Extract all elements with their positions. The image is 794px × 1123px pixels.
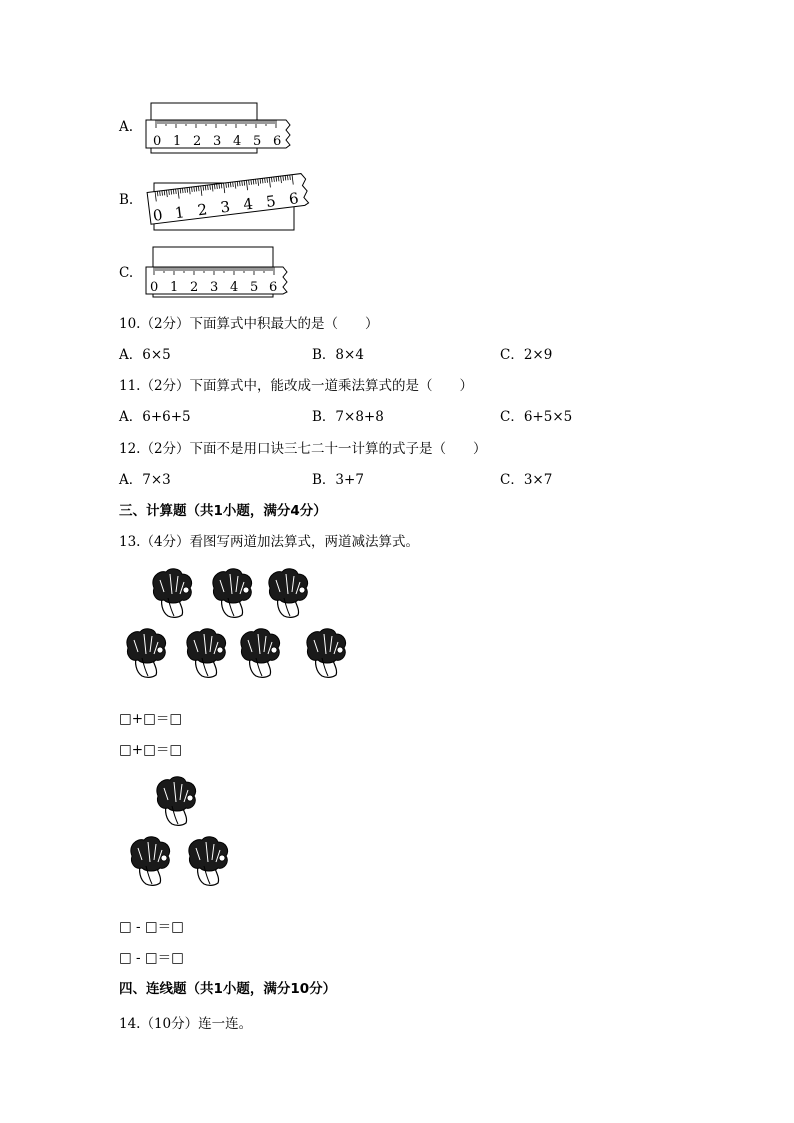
q14-stem: 14.（10分）连一连。 <box>119 1016 253 1032</box>
q12-option-a: A．7×3 <box>119 472 171 488</box>
q13-stem: 13.（4分）看图写两道加法算式，两道减法算式。 <box>119 534 420 550</box>
ruler-c-tick-2: 2 <box>190 280 199 295</box>
ruler-a-tick-0: 0 <box>153 134 162 149</box>
section-4-title: 四、连线题（共1小题，满分10分） <box>119 981 337 997</box>
vegetable-group-subtraction <box>118 770 248 895</box>
ruler-a-tick-6: 6 <box>273 134 282 149</box>
q11-stem: 11.（2分）下面算式中，能改成一道乘法算式的是（ ） <box>119 378 474 394</box>
ruler-figure-c <box>145 245 295 300</box>
q12-option-c: C．3×7 <box>500 472 553 488</box>
option-b-label: B. <box>119 192 134 208</box>
q11-option-a: A．6+6+5 <box>119 409 191 425</box>
section-3-title: 三、计算题（共1小题，满分4分） <box>119 503 327 519</box>
q10-stem: 10.（2分）下面算式中积最大的是（ ） <box>119 316 379 332</box>
ruler-c-tick-5: 5 <box>250 280 259 295</box>
option-a-label: A. <box>119 119 134 135</box>
ruler-c-tick-6: 6 <box>269 280 278 295</box>
ruler-a-tick-1: 1 <box>173 134 182 149</box>
ruler-a-tick-3: 3 <box>213 134 222 149</box>
ruler-c-tick-4: 4 <box>230 280 239 295</box>
q10-option-a: A．6×5 <box>119 347 171 363</box>
ruler-a-tick-4: 4 <box>233 134 242 149</box>
ruler-b-tick-0: 0 <box>151 205 164 225</box>
q13-subtraction-equation-2[interactable]: □ - □＝□ <box>119 950 184 966</box>
ruler-a-tick-2: 2 <box>193 134 202 149</box>
option-c-label: C. <box>119 265 134 281</box>
q10-option-c: C．2×9 <box>500 347 553 363</box>
q10-option-b: B．8×4 <box>312 347 364 363</box>
ruler-b-tick-6: 6 <box>287 189 300 209</box>
ruler-b-tick-1: 1 <box>173 203 186 223</box>
ruler-c-tick-0: 0 <box>150 280 159 295</box>
q11-option-c: C．6+5×5 <box>500 409 573 425</box>
q12-option-b: B．3+7 <box>312 472 364 488</box>
ruler-figure-a <box>145 100 295 156</box>
q13-addition-equation-1[interactable]: □+□＝□ <box>119 711 183 727</box>
ruler-b-tick-2: 2 <box>196 200 209 220</box>
ruler-b-tick-3: 3 <box>219 197 232 217</box>
ruler-b-tick-4: 4 <box>242 194 254 214</box>
ruler-figure-b <box>145 165 315 235</box>
q13-subtraction-equation-1[interactable]: □ - □＝□ <box>119 919 184 935</box>
ruler-c-tick-3: 3 <box>210 280 219 295</box>
ruler-b-tick-5: 5 <box>265 191 277 211</box>
q11-option-b: B．7×8+8 <box>312 409 384 425</box>
q12-stem: 12.（2分）下面不是用口诀三七二十一计算的式子是（ ） <box>119 441 487 457</box>
ruler-a-tick-5: 5 <box>253 134 262 149</box>
vegetable-group-addition <box>118 560 368 695</box>
ruler-c-tick-1: 1 <box>170 280 179 295</box>
q13-addition-equation-2[interactable]: □+□＝□ <box>119 742 183 758</box>
